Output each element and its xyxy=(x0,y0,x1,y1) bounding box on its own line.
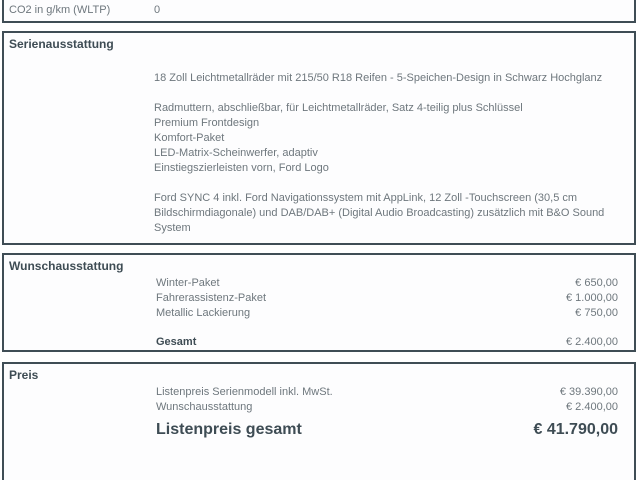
option-price: € 650,00 xyxy=(575,277,618,289)
option-label: Metallic Lackierung xyxy=(156,307,251,319)
equipment-line: Radmuttern, abschließbar, für Leichtmetallräder, Satz 4-teilig plus Schlüssel xyxy=(154,102,523,114)
equipment-group xyxy=(154,101,624,176)
preis-title: Preis xyxy=(9,368,39,382)
grand-total-price: € 41.790,00 xyxy=(533,421,618,438)
option-row xyxy=(4,291,634,306)
price-value: € 39.390,00 xyxy=(559,386,618,398)
equipment-line: 18 Zoll Leichtmetallräder mit 215/50 R18 Reifen - 5-Speichen-Design in Schwarz Hochglanz xyxy=(154,72,603,84)
options-total-label: Gesamt xyxy=(156,336,197,348)
options-total-price: € 2.400,00 xyxy=(566,336,618,348)
price-value: € 2.400,00 xyxy=(566,401,618,413)
co2-label: CO2 in g/km (WLTP) xyxy=(9,4,111,16)
option-label: Winter-Paket xyxy=(156,277,220,289)
preis-rows xyxy=(4,385,634,440)
equipment-group xyxy=(154,71,624,86)
price-label: Wunschausstattung xyxy=(156,401,253,413)
wunschausstattung-rows xyxy=(4,276,634,350)
serienausstattung-content xyxy=(154,71,634,236)
co2-row xyxy=(2,0,636,23)
equipment-line: Premium Frontdesign xyxy=(154,117,260,129)
grand-total-row xyxy=(4,420,634,440)
equipment-line: Ford SYNC 4 inkl. Ford Navigationssystem mit AppLink, 12 Zoll -Touchscreen (30,5 cm Bildschirmdiagonale) und DAB/DAB+ (Digital Audio Broadcasting) zusätzlich mit B&O Sound System xyxy=(154,192,605,234)
wunschausstattung-title: Wunschausstattung xyxy=(9,259,124,273)
equipment-group xyxy=(154,191,624,236)
option-price: € 750,00 xyxy=(575,307,618,319)
price-row xyxy=(4,400,634,415)
price-label: Listenpreis Serienmodell inkl. MwSt. xyxy=(156,386,333,398)
price-row xyxy=(4,385,634,400)
options-total-row xyxy=(4,335,634,350)
co2-value: 0 xyxy=(154,4,161,16)
section-wunschausstattung xyxy=(2,253,636,352)
option-label: Fahrerassistenz-Paket xyxy=(156,292,267,304)
equipment-line: Komfort-Paket xyxy=(154,132,225,144)
serienausstattung-title: Serienausstattung xyxy=(9,37,114,51)
option-row xyxy=(4,276,634,291)
section-serienausstattung xyxy=(2,31,636,245)
equipment-line: LED-Matrix-Scheinwerfer, adaptiv xyxy=(154,147,318,159)
option-price: € 1.000,00 xyxy=(566,292,618,304)
section-preis xyxy=(2,362,636,480)
equipment-line: Einstiegszierleisten vorn, Ford Logo xyxy=(154,162,329,174)
grand-total-label: Listenpreis gesamt xyxy=(156,421,302,438)
option-row xyxy=(4,306,634,321)
